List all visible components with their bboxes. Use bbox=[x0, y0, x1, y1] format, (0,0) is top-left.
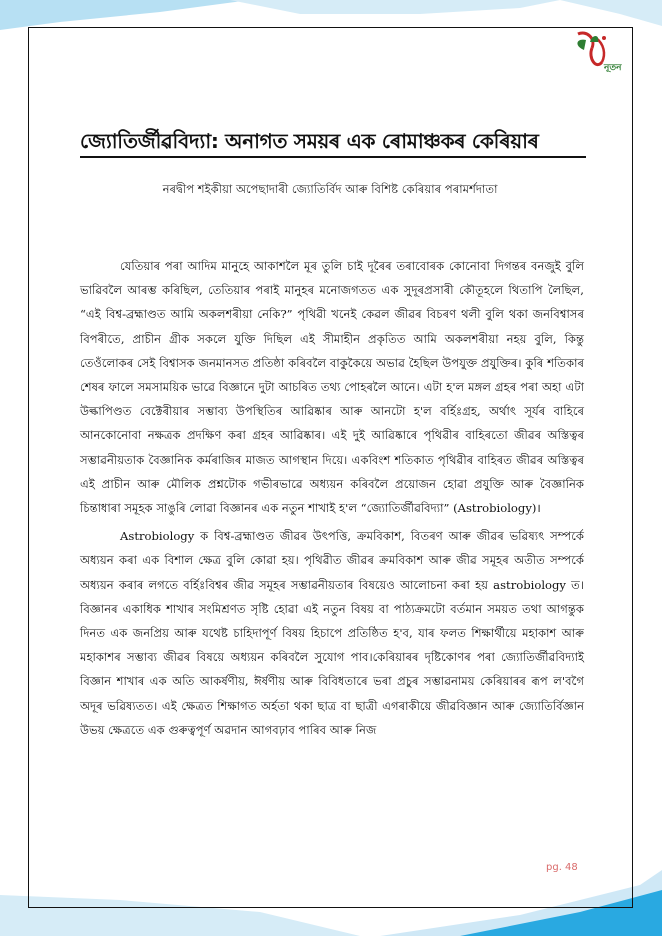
page-number: pg. 48 bbox=[546, 862, 578, 873]
top-swoosh bbox=[230, 0, 560, 14]
logo-text: নূতন bbox=[604, 63, 622, 73]
top-left-swoosh bbox=[0, 0, 250, 30]
paragraph: যেতিয়াৰ পৰা আদিম মানুহে আকাশলৈ মূৰ তুলি চাই দূৰৈৰ তৰাবোৰক কোনোবা দিগন্তৰ বনজুই বুলি ভাৱিবলৈ আৰম্ভ কৰিছিল, তেতিয়াৰ পৰাই মানুহৰ মনোজগতত এক সুদূৰপ্ৰসাৰী কৌতূহলে থিতাপি লৈছিল, “এই বিশ্ব-ব্ৰহ্মাণ্ডত আমি অকলশৰীয়া নেকি?” পৃথিৱী খনেই কেৱল জীৱৰ বিচৰণ থলী বুলি থকা জনবিশ্বাসৰ বিপৰীতে, প্ৰাচীন গ্ৰীক সকলে যুক্তি দিছিল এই সীমাহীন প্ৰকৃতিত আমি অকলশৰীয়া নহয় বুলি, কিন্তু তেওঁলোকৰ সেই বিশ্বাসক জনমানসত প্ৰতিষ্ঠা কৰিবলৈ বাকুকৈয়ে অভাৱ হৈছিল উপযুক্ত প্ৰযুক্তিৰ। কুৰি শতিকাৰ শেষৰ ফালে সমসাময়িক ভাৱে বিজ্ঞানে দুটা আচৰিত তথ্য পোহৰলৈ আনে। এটা হ'ল মঙ্গল গ্ৰহৰ পৰা অহা এটা উল্কাপিণ্ডত বেক্টেৰীয়াৰ সম্ভাব্য উপস্থিতিৰ আৱিষ্কাৰ আৰু আনটো হ'ল বৰ্হিঃগ্ৰহ, অৰ্থাৎ সূৰ্যৰ বাহিৰে আনকোনোবা নক্ষত্ৰক প্ৰদক্ষিণ কৰা গ্ৰহৰ আৱিষ্কাৰ। এই দুই আৱিষ্কাৰে পৃথিৱীৰ বাহিৰতো জীৱৰ অস্তিত্বৰ সম্ভাৱনীয়তাক বৈজ্ঞানিক কৰ্মৰাজিৰ মাজত আগস্থান দিয়ে। একবিংশ শতিকাত পৃথিৱীৰ বাহিৰত জীৱৰ অস্তিত্বৰ এই প্ৰাচীন আৰু মৌলিক প্ৰশ্নটোক গভীৰভাৱে অধ্যয়ন কৰিবলৈ প্ৰয়োজন হোৱা প্ৰযুক্তি আৰু বৈজ্ঞানিক চিন্তাধাৰা সমূহক সাঙুৰি লোৱা বিজ্ঞানৰ এক নতুন শাখাই হ'ল “জ্যোতিৰ্জীৱবিদ্যা” (Astrobiology)। bbox=[80, 259, 584, 516]
paragraph: Astrobiology ক বিশ্ব-ব্ৰহ্মাণ্ডত জীৱৰ উৎপত্তি, ক্ৰমবিকাশ, বিতৰণ আৰু জীৱৰ ভৱিষ্যৎ সম্পৰ্কে অধ্যয়ন কৰা এক বিশাল ক্ষেত্ৰ বুলি কোৱা হয়। পৃথিৱীত জীৱৰ ক্ৰমবিকাশ আৰু জীৱ সমূহৰ অতীত সম্পৰ্কে অধ্যয়ন কৰাৰ লগতে বৰ্হিঃবিশ্বৰ জীৱ সমূহৰ সম্ভাৱনীয়তাৰ বিষয়েও আলোচনা কৰা হয় astrobiology ত। বিজ্ঞানৰ একাধিক শাখাৰ সংমিশ্ৰণত সৃষ্টি হোৱা এই নতুন বিষয় বা পাঠ্যক্ৰমটো বৰ্তমান সময়ত তথা আগন্তুক দিনত এক জনপ্ৰিয় আৰু যথেষ্ট চাহিদাপূৰ্ণ বিষয় হিচাপে প্ৰতিষ্ঠিত হ'ব, যাৰ ফলত শিক্ষাৰ্থীয়ে মহাকাশ আৰু মহাকাশৰ সম্ভাব্য জীৱৰ বিষয়ে অধ্যয়ন কৰিবলৈ সুযোগ পাব।কেৰিয়াৰৰ দৃষ্টিকোণৰ পৰা জ্যোতিৰ্জীৱবিদ্যাই বিজ্ঞান শাখাৰ এক অতি আকৰ্ষণীয়, ঈৰ্ষণীয় আৰু বিবিধতাৰে ভৰা প্ৰচুৰ সম্ভাৱনাময় কেৰিয়াৰৰ ৰূপ ল'বগৈ অদূৰ ভৱিষ্যতত। এই ক্ষেত্ৰত শিক্ষাগত অৰ্হতা থকা ছাত্ৰ বা ছাত্ৰী এগৰাকীয়ে জীৱবিজ্ঞান আৰু জ্যোতিৰ্বিজ্ঞান উভয় ক্ষেত্ৰতে এক গুৰুত্বপূৰ্ণ অৱদান আগবঢ়াব পাৰিব আৰু নিজ bbox=[80, 529, 584, 737]
author-byline: নৰদ্বীপ শইকীয়া অপেছাদাৰী জ্যোতিৰ্বিদ আৰু বিশিষ্ট কেৰিয়াৰ পৰামৰ্শদাতা bbox=[162, 182, 498, 196]
article-title: জ্যোতিৰ্জীৱবিদ্যা: অনাগত সময়ৰ এক ৰোমাঞ্চকৰ কেৰিয়াৰ bbox=[80, 129, 539, 153]
title-underline bbox=[80, 156, 586, 158]
article-body bbox=[80, 254, 584, 742]
top-right-swoosh bbox=[560, 0, 662, 26]
seedling-logo-icon bbox=[566, 28, 636, 78]
